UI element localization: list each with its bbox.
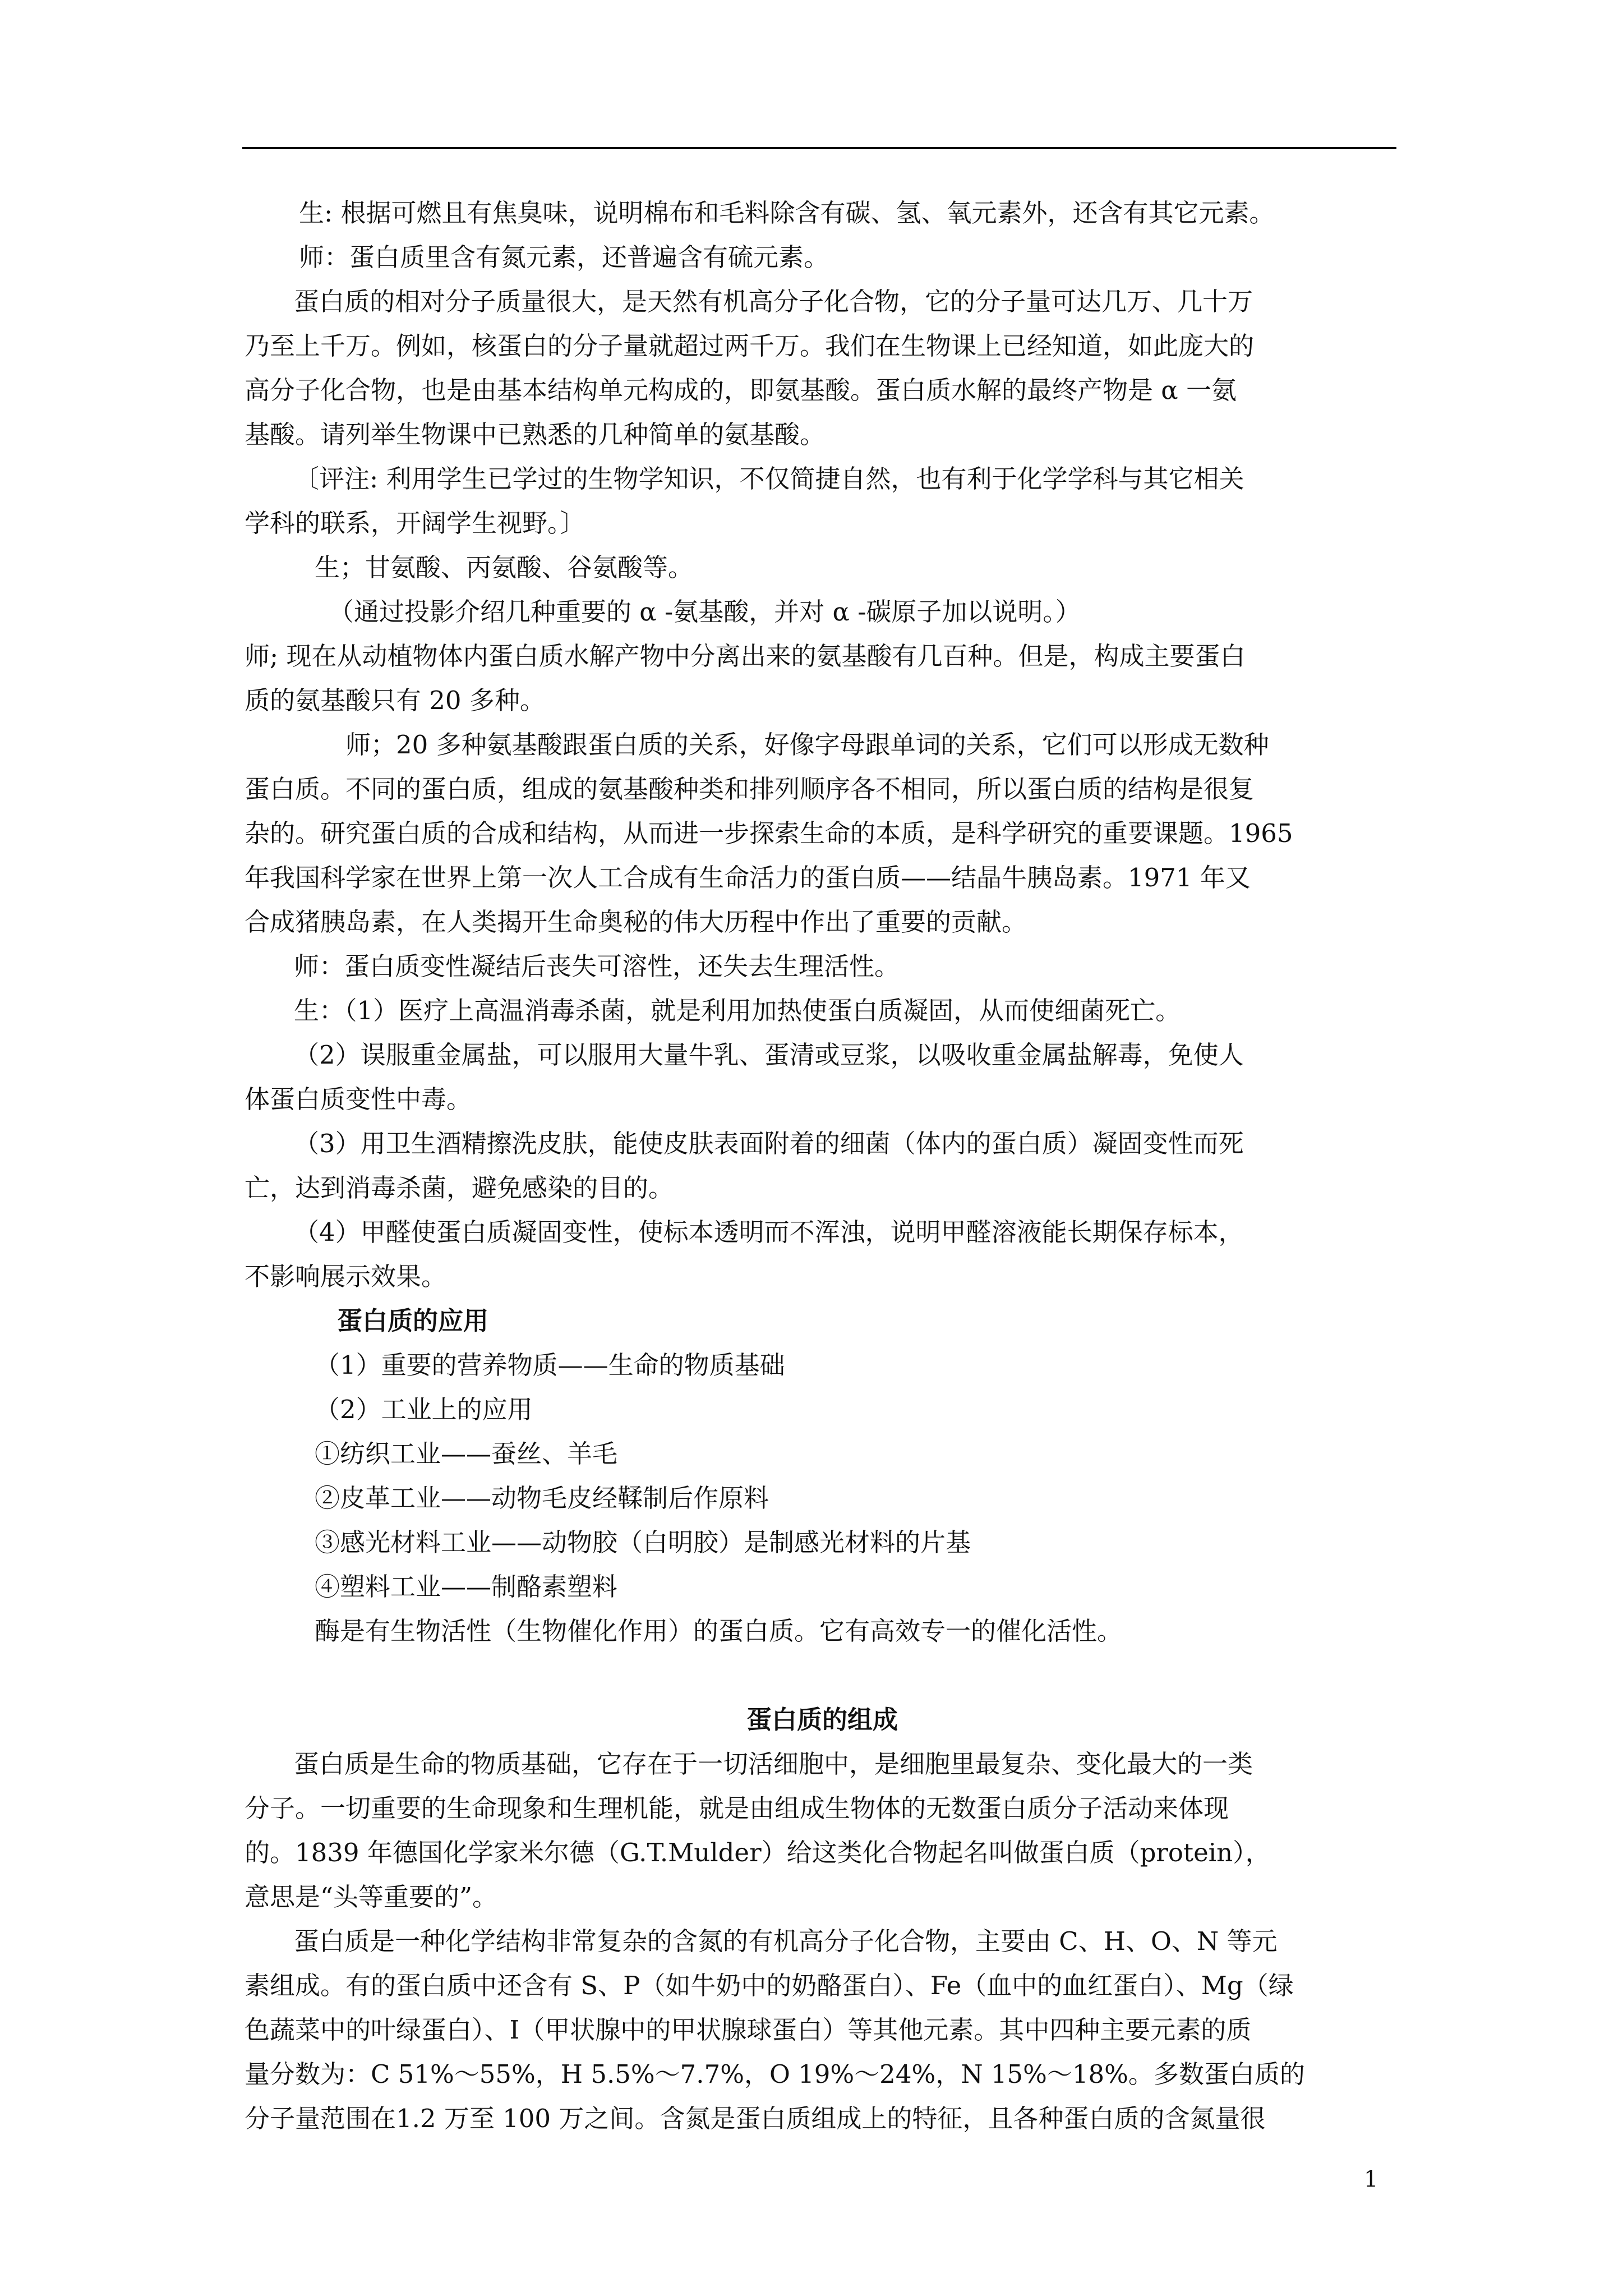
paragraph-line: 分子。一切重要的生命现象和生理机能，就是由组成生物体的无数蛋白质分子活动来体现: [245, 1793, 1229, 1823]
paragraph-line: 质的氨基酸只有 20 多种。: [245, 685, 545, 715]
paragraph-line: 蛋白质是生命的物质基础，它存在于一切活细胞中，是细胞里最复杂、变化最大的一类: [294, 1749, 1253, 1779]
composition-section: [245, 1742, 1400, 2141]
teacher-nitrogen-sulfur: [245, 235, 1400, 279]
document-body: [245, 191, 1400, 2141]
paragraph-line: 量分数为：C 51%～55%，H 5.5%～7.7%，O 19%～24%，N 15%～18%。多数蛋白质的: [245, 2059, 1305, 2089]
paragraph-line: 〔评注: 利用学生已学过的生物学知识，不仅简捷自然，也有利于化学学科与其它相关: [294, 464, 1244, 494]
paragraph-line: 蛋白质是一种化学结构非常复杂的含氮的有机高分子化合物，主要由 C、H、O、N 等元: [294, 1926, 1278, 1956]
paragraph-line: （4）甲醛使蛋白质凝固变性，使标本透明而不浑浊，说明甲醛溶液能长期保存标本，: [294, 1217, 1244, 1247]
application-item: 酶是有生物活性（生物催化作用）的蛋白质。它有高效专一的催化活性。: [315, 1616, 1123, 1646]
paragraph-line: 不影响展示效果。: [245, 1262, 447, 1291]
student-amino-acids: [245, 545, 1400, 590]
paragraph-line: 师：蛋白质变性凝结后丧失可溶性，还失去生理活性。: [294, 951, 900, 981]
projection-note: [245, 590, 1400, 634]
heavy-metal-poisoning: [245, 1033, 1400, 1121]
protein-elements: [245, 1919, 1400, 2141]
student-answer-elements: [245, 191, 1400, 235]
comment-biology-link: [245, 457, 1400, 545]
application-item: ③感光材料工业——动物胶（白明胶）是制感光材料的片基: [315, 1527, 971, 1557]
student-sterilization: [245, 988, 1400, 1033]
paragraph-line: 师；20 多种氨基酸跟蛋白质的关系，好像字母跟单词的关系，它们可以形成无数种: [345, 730, 1269, 760]
teacher-letters-words: [245, 723, 1400, 944]
application-item: ②皮革工业——动物毛皮经鞣制后作原料: [315, 1483, 769, 1513]
paragraph-line: 杂的。研究蛋白质的合成和结构，从而进一步探索生命的本质，是科学研究的重要课题。1965: [245, 818, 1293, 848]
paragraph-line: 亡，达到消毒杀菌，避免感染的目的。: [245, 1173, 674, 1203]
formaldehyde-specimen: [245, 1210, 1400, 1299]
paragraph-line: 学科的联系，开阔学生视野。〕: [245, 508, 585, 538]
paragraph-line: （通过投影介绍几种重要的 α -氨基酸，并对 α -碳原子加以说明。）: [329, 597, 1081, 627]
paragraph-line: （3）用卫生酒精擦洗皮肤，能使皮肤表面附着的细菌（体内的蛋白质）凝固变性而死: [294, 1129, 1244, 1158]
paragraph-line: 生: 根据可燃且有焦臭味，说明棉布和毛料除含有碳、氢、氧元素外，还含有其它元素。: [299, 198, 1275, 228]
paragraph-line: 乃至上千万。例如，核蛋白的分子量就超过两千万。我们在生物课上已经知道，如此庞大的: [245, 331, 1255, 361]
paragraph-line: 生；甘氨酸、丙氨酸、谷氨酸等。: [315, 553, 694, 582]
paragraph-line: 蛋白质的相对分子质量很大，是天然有机高分子化合物，它的分子量可达几万、几十万: [294, 287, 1253, 316]
dialogue-section: [245, 191, 1400, 1299]
section-gap: [245, 1653, 1400, 1697]
applications-list: [245, 1343, 1400, 1653]
paragraph-line: 蛋白质。不同的蛋白质，组成的氨基酸种类和排列顺序各不相同，所以蛋白质的结构是很复: [245, 774, 1255, 804]
paragraph-line: 高分子化合物，也是由基本结构单元构成的，即氨基酸。蛋白质水解的最终产物是 α 一氨: [245, 375, 1237, 405]
protein-basis-of-life: [245, 1742, 1400, 1919]
application-item: （2）工业上的应用: [315, 1395, 533, 1424]
applications-heading: 蛋白质的应用: [337, 1306, 489, 1336]
paragraph-line: 合成猪胰岛素，在人类揭开生命奥秘的伟大历程中作出了重要的贡献。: [245, 907, 1027, 937]
teacher-amino-acid-count: [245, 634, 1400, 723]
paragraph-line: （2）误服重金属盐，可以服用大量牛乳、蛋清或豆浆，以吸收重金属盐解毒，免使人: [294, 1040, 1244, 1070]
application-item: ④塑料工业——制酪素塑料: [315, 1572, 618, 1602]
application-item: ①纺织工业——蚕丝、羊毛: [315, 1439, 618, 1469]
paragraph-line: 素组成。有的蛋白质中还含有 S、P（如牛奶中的奶酪蛋白）、Fe（血中的血红蛋白）、Mg（绿: [245, 1971, 1294, 2000]
header-rule: [242, 147, 1396, 149]
application-item: （1）重要的营养物质——生命的物质基础: [315, 1350, 785, 1380]
protein-molecular-weight: [245, 279, 1400, 457]
composition-heading: 蛋白质的组成: [746, 1705, 898, 1734]
alcohol-disinfection: [245, 1121, 1400, 1210]
paragraph-line: 的。1839 年德国化学家米尔德（G.T.Mulder）给这类化合物起名叫做蛋白质（protein），: [245, 1838, 1271, 1867]
paragraph-line: 年我国科学家在世界上第一次人工合成有生命活力的蛋白质——结晶牛胰岛素。1971 年又: [245, 863, 1251, 892]
paragraph-line: 生：（1）医疗上高温消毒杀菌，就是利用加热使蛋白质凝固，从而使细菌死亡。: [294, 996, 1181, 1025]
paragraph-line: 意思是“头等重要的”。: [245, 1882, 498, 1912]
paragraph-line: 色蔬菜中的叶绿蛋白）、I（甲状腺中的甲状腺球蛋白）等其他元素。其中四种主要元素的质: [245, 2015, 1252, 2045]
paragraph-line: 基酸。请列举生物课中已熟悉的几种简单的氨基酸。: [245, 420, 826, 449]
page-number: 1: [1364, 2166, 1378, 2192]
paragraph-line: 分子量范围在1.2 万至 100 万之间。含氮是蛋白质组成上的特征，且各种蛋白质的含氮量很: [245, 2104, 1266, 2133]
paragraph-line: 师：蛋白质里含有氮元素，还普遍含有硫元素。: [299, 242, 829, 272]
teacher-denaturation: [245, 944, 1400, 988]
paragraph-line: 体蛋白质变性中毒。: [245, 1084, 472, 1114]
paragraph-line: 师; 现在从动植物体内蛋白质水解产物中分离出来的氨基酸有几百种。但是，构成主要蛋白: [245, 641, 1246, 671]
